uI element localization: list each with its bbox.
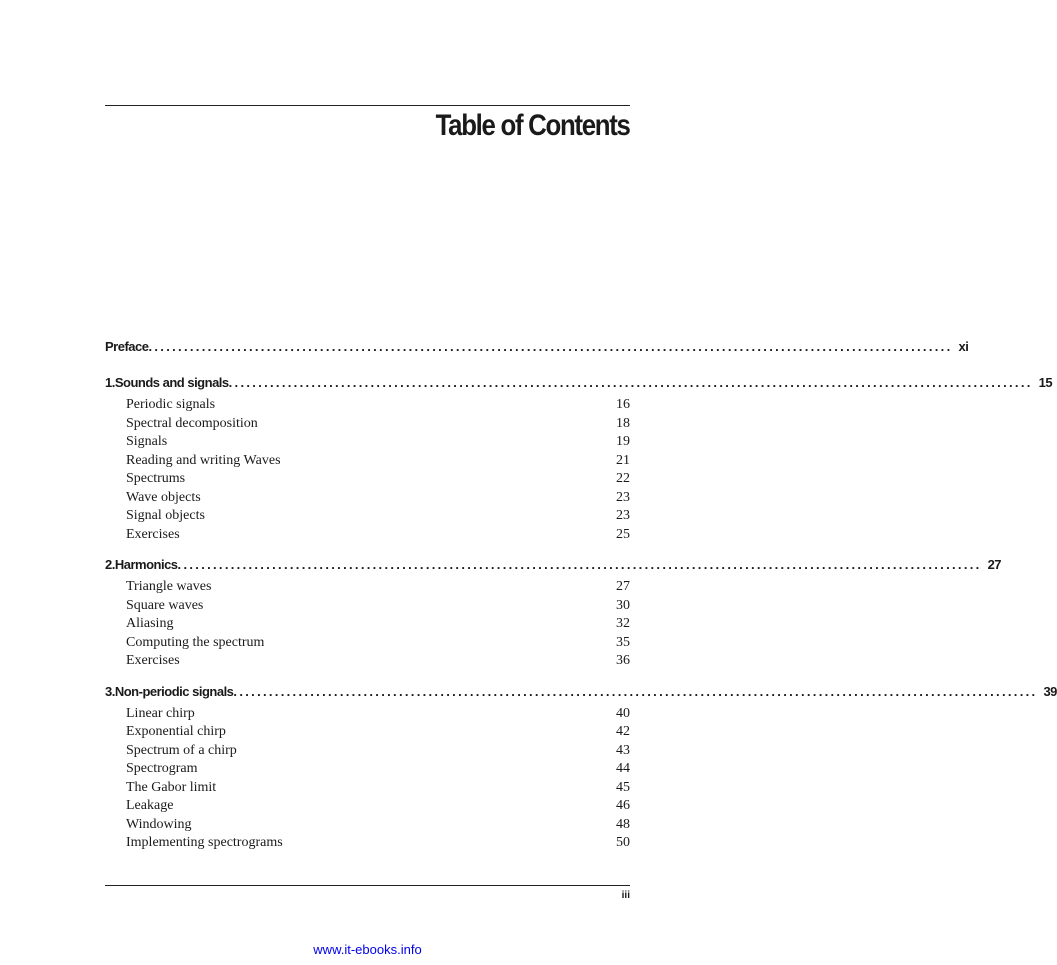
dot-leader: ........................................................................................................................................ <box>233 683 1038 699</box>
toc-entry-label: Sounds and signals <box>114 375 229 390</box>
toc-entry-preface[interactable] <box>105 334 969 360</box>
toc-entry-page: 15 <box>1038 375 1053 390</box>
toc-entry-section[interactable] <box>105 452 630 471</box>
bottom-rule <box>105 885 630 886</box>
toc-entry-section[interactable] <box>105 742 630 761</box>
toc-entry-label: Exercises <box>126 653 180 668</box>
toc-entry-section[interactable] <box>105 396 630 415</box>
toc-entry-label: Non-periodic signals <box>114 683 234 699</box>
toc-entry-page: 35 <box>616 634 630 650</box>
toc-entry-page: 19 <box>616 434 630 449</box>
toc-entry-label: Aliasing <box>126 616 174 631</box>
toc-entry-page: 44 <box>616 761 630 776</box>
toc-entry-label: Spectral decomposition <box>126 415 258 431</box>
toc-entry-section[interactable] <box>105 507 630 526</box>
toc-entry-section[interactable] <box>105 578 630 597</box>
toc-entry-label: Exercises <box>126 526 180 542</box>
toc-entry-label: Triangle waves <box>126 579 212 594</box>
dot-leader: ........................................................................................................................................ <box>228 375 1033 390</box>
toc-entry-page: 45 <box>616 779 630 795</box>
toc-entry-section[interactable] <box>105 652 630 671</box>
toc-chapter-2 <box>105 552 1002 671</box>
toc-entry-section[interactable] <box>105 597 630 616</box>
toc-entry-label: The Gabor limit <box>126 779 217 795</box>
table-of-contents <box>105 334 1057 861</box>
toc-entry-section[interactable] <box>105 760 630 779</box>
toc-chapter-1 <box>105 370 1053 544</box>
toc-entry-page: 22 <box>616 471 630 486</box>
toc-entry-section[interactable] <box>105 470 630 489</box>
toc-entry-section[interactable] <box>105 779 630 798</box>
toc-chapter-3 <box>105 679 1057 853</box>
page-number: iii <box>621 890 630 901</box>
toc-entry-chapter[interactable] <box>105 370 1053 396</box>
toc-entry-label: Periodic signals <box>126 397 216 412</box>
toc-entry-page: 48 <box>616 816 630 832</box>
toc-entry-page: 42 <box>616 724 630 739</box>
chapter-number: 1. <box>105 375 115 390</box>
toc-entry-label: Computing the spectrum <box>126 634 265 650</box>
toc-entry-page: 21 <box>616 452 630 468</box>
toc-entry-page: 43 <box>616 742 630 758</box>
dot-leader: ........................................................................................................................................ <box>148 339 953 354</box>
toc-entry-label: Spectrogram <box>126 761 198 776</box>
toc-entry-page: 27 <box>616 579 630 594</box>
toc-entry-label: Spectrum of a chirp <box>126 742 237 758</box>
toc-entry-label: Spectrums <box>126 471 186 486</box>
toc-entry-section[interactable] <box>105 489 630 508</box>
toc-entry-page: 39 <box>1043 683 1057 699</box>
toc-entry-section[interactable] <box>105 615 630 634</box>
toc-entry-label: Signal objects <box>126 508 205 523</box>
toc-entry-page: 30 <box>616 597 630 613</box>
toc-preface <box>105 334 969 360</box>
toc-entry-page: 36 <box>616 653 630 668</box>
toc-entry-page: 32 <box>616 616 630 631</box>
toc-entry-section[interactable] <box>105 526 630 545</box>
toc-entry-label: Square waves <box>126 597 204 613</box>
toc-entry-label: Exponential chirp <box>126 724 226 739</box>
toc-entry-section[interactable] <box>105 834 630 853</box>
toc-entry-page: 18 <box>616 415 630 431</box>
toc-entry-page: 40 <box>616 705 630 721</box>
toc-entry-page: 50 <box>616 835 630 850</box>
toc-entry-page: 23 <box>616 508 630 523</box>
toc-entry-section[interactable] <box>105 723 630 742</box>
toc-entry-section[interactable] <box>105 433 630 452</box>
toc-entry-label: Signals <box>126 434 168 449</box>
footer-link[interactable]: www.it-ebooks.info <box>313 942 422 957</box>
toc-entry-page: 23 <box>616 489 630 505</box>
toc-entry-section[interactable] <box>105 634 630 653</box>
dot-leader: ........................................................................................................................................ <box>177 557 982 572</box>
toc-entry-page: 46 <box>616 798 630 813</box>
toc-entry-label: Implementing spectrograms <box>126 835 283 850</box>
toc-entry-page: 27 <box>987 557 1002 572</box>
toc-entry-label: Harmonics <box>114 557 178 572</box>
toc-entry-section[interactable] <box>105 705 630 724</box>
chapter-number: 2. <box>105 557 115 572</box>
toc-entry-section[interactable] <box>105 797 630 816</box>
toc-entry-label: Linear chirp <box>126 705 195 721</box>
page-title: Table of Contents <box>435 109 630 142</box>
toc-entry-section[interactable] <box>105 415 630 434</box>
toc-entry-page: 25 <box>616 526 630 542</box>
toc-entry-page: xi <box>958 339 969 354</box>
toc-entry-label: Reading and writing Waves <box>126 452 281 468</box>
toc-entry-page: 16 <box>616 397 630 412</box>
toc-entry-section[interactable] <box>105 816 630 835</box>
chapter-number: 3. <box>105 683 115 699</box>
toc-entry-label: Preface <box>105 339 149 354</box>
toc-entry-label: Leakage <box>126 798 174 813</box>
toc-entry-chapter[interactable] <box>105 679 1057 705</box>
toc-entry-label: Wave objects <box>126 489 201 505</box>
toc-entry-chapter[interactable] <box>105 552 1002 578</box>
toc-entry-label: Windowing <box>126 816 192 832</box>
